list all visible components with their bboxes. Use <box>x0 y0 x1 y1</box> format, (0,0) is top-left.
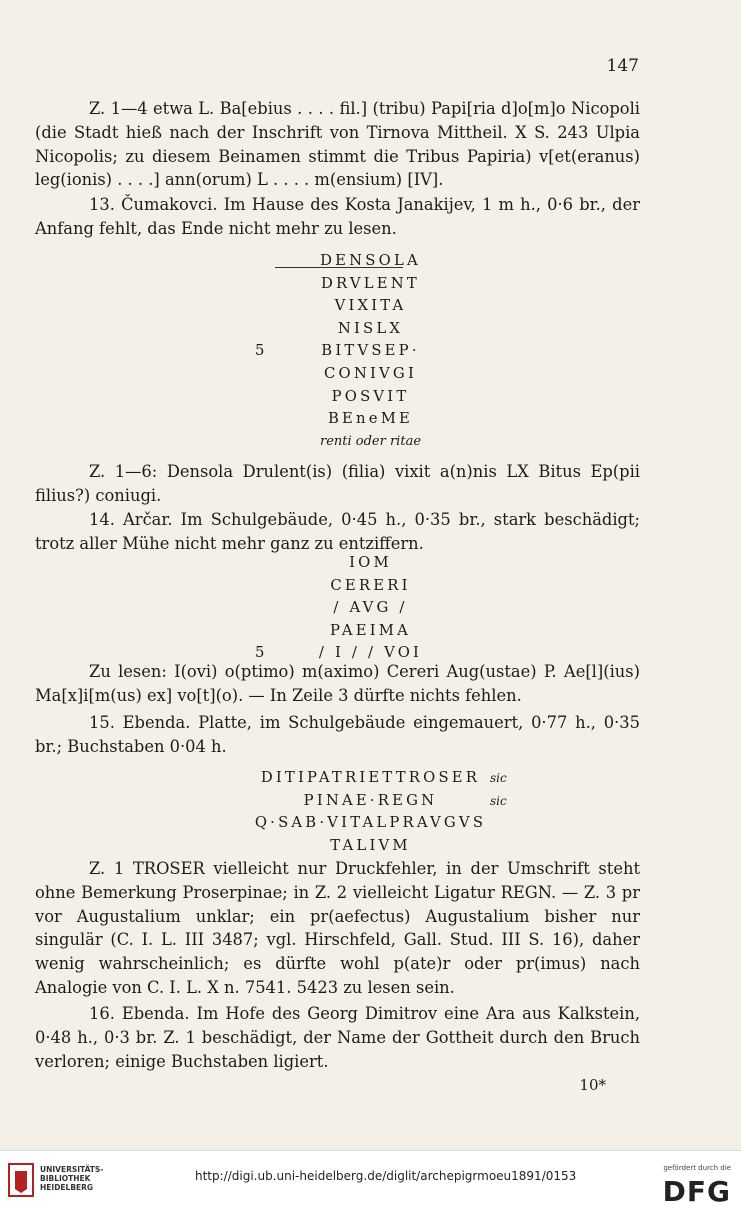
sic-note: sic <box>490 771 507 785</box>
inscription-line: DITIPATRIETTROSER sic <box>0 767 741 790</box>
paragraph-commentary-15: Z. 1 TROSER vielleicht nur Druckfehler, in der Umschrift steht ohne Bemerkung Proserpinae; in Z. 2 vielleicht Ligatur REGN. — Z. 3 pr vor Augustalium unklar; ein pr(aefectus) Augustalium bisher nur singulär (C. I. L. III 3487; vgl. Hirschfeld, Gall. Stud. III S. 16), daher wenig wahrscheinlich; es dürfte wohl p(ate)r oder pr(imus) nach Analogie von C. I. L. X n. 7541. 5423 zu lesen sein. <box>35 859 640 997</box>
inscription-note: renti oder ritae <box>319 433 422 449</box>
inscription-13 <box>0 250 741 453</box>
inscription-line: PINAE·REGN sic <box>0 790 741 813</box>
inscription-line: DRVLENT <box>320 274 420 292</box>
institution-name: UNIVERSITÄTS- BIBLIOTHEK HEIDELBERG <box>40 1165 104 1192</box>
paragraph-entry-14: 14. Arčar. Im Schulgebäude, 0·45 h., 0·35 br., stark beschädigt; trotz aller Mühe nicht mehr ganz zu entziffern. <box>35 510 640 553</box>
university-logo-icon <box>8 1163 34 1197</box>
viewer-footer <box>0 1150 741 1212</box>
paragraph-reading-14: Zu lesen: I(ovi) o(ptimo) m(aximo) Cereri Aug(ustae) P. Ae[l](ius) Ma[x]i[m(us) ex] vo[t](o). — In Zeile 3 dürfte nichts fehlen. <box>35 662 640 705</box>
inscription-line: IOM <box>349 554 392 571</box>
inscription-line: PAEIMA <box>330 621 411 639</box>
permalink-link[interactable]: http://digi.ub.uni-heidelberg.de/diglit/archepigrmoeu1891/0153 <box>195 1169 577 1183</box>
funding-note: gefördert durch die <box>663 1164 731 1172</box>
dfg-logo: DFG <box>662 1175 731 1208</box>
inscription-line: DENSOLA <box>320 252 421 269</box>
inscription-line: Q·SAB·VITALPRAVGVS <box>254 814 487 832</box>
inscription-line: POSVIT <box>331 387 410 405</box>
sheet-signature: 10* <box>579 1076 606 1094</box>
sic-note: sic <box>490 793 507 808</box>
line-number: 5 <box>255 644 265 662</box>
inscription-line-5: 5 BITVSEP· <box>0 340 741 363</box>
paragraph-entry-13: 13. Čumakovci. Im Hause des Kosta Janakijev, 1 m h., 0·6 br., der Anfang fehlt, das Ende nicht mehr zu lesen. <box>35 195 640 238</box>
inscription-line: BEneME <box>327 410 414 428</box>
line-number: 5 <box>255 342 265 360</box>
inscription-line: VIXITA <box>334 297 407 315</box>
inscription-15 <box>0 767 741 857</box>
paragraph-entry-15: 15. Ebenda. Platte, im Schulgebäude eingemauert, 0·77 h., 0·35 br.; Buchstaben 0·04 h. <box>35 713 640 756</box>
inscription-line: CERERI <box>330 576 411 594</box>
inscription-line: CONIVGI <box>324 364 417 382</box>
page-number: 147 <box>606 56 639 76</box>
paragraph-commentary-12: Z. 1—4 etwa L. Ba[ebius . . . . fil.] (tribu) Papi[ria d]o[m]o Nicopoli (die Stadt hieß nach der Inschrift von Tirnova Mittheil. X S. 243 Ulpia Nicopolis; zu diesem Beinamen stimmt die Tribus Papiria) v[et(eranus) leg(ionis) . . . .] ann(orum) L . . . . m(ensium) [IV]. <box>35 99 640 190</box>
paragraph-entry-16: 16. Ebenda. Im Hofe des Georg Dimitrov eine Ara aus Kalkstein, 0·48 h., 0·3 br. Z. 1 beschädigt, der Name der Gottheit durch den Bruch verloren; einige Buchstaben ligiert. <box>35 1004 640 1071</box>
paragraph-reading-13: Z. 1—6: Densola Drulent(is) (filia) vixit a(n)nis LX Bitus Ep(pii filius?) coniugi. <box>35 462 640 505</box>
inscription-line: TALIVM <box>330 836 411 854</box>
inscription-14 <box>0 552 741 665</box>
inscription-line: NISLX <box>337 319 404 337</box>
inscription-line: / AVG / <box>333 599 408 617</box>
inscription-line-5: 5 / I / / VOI <box>0 642 741 665</box>
